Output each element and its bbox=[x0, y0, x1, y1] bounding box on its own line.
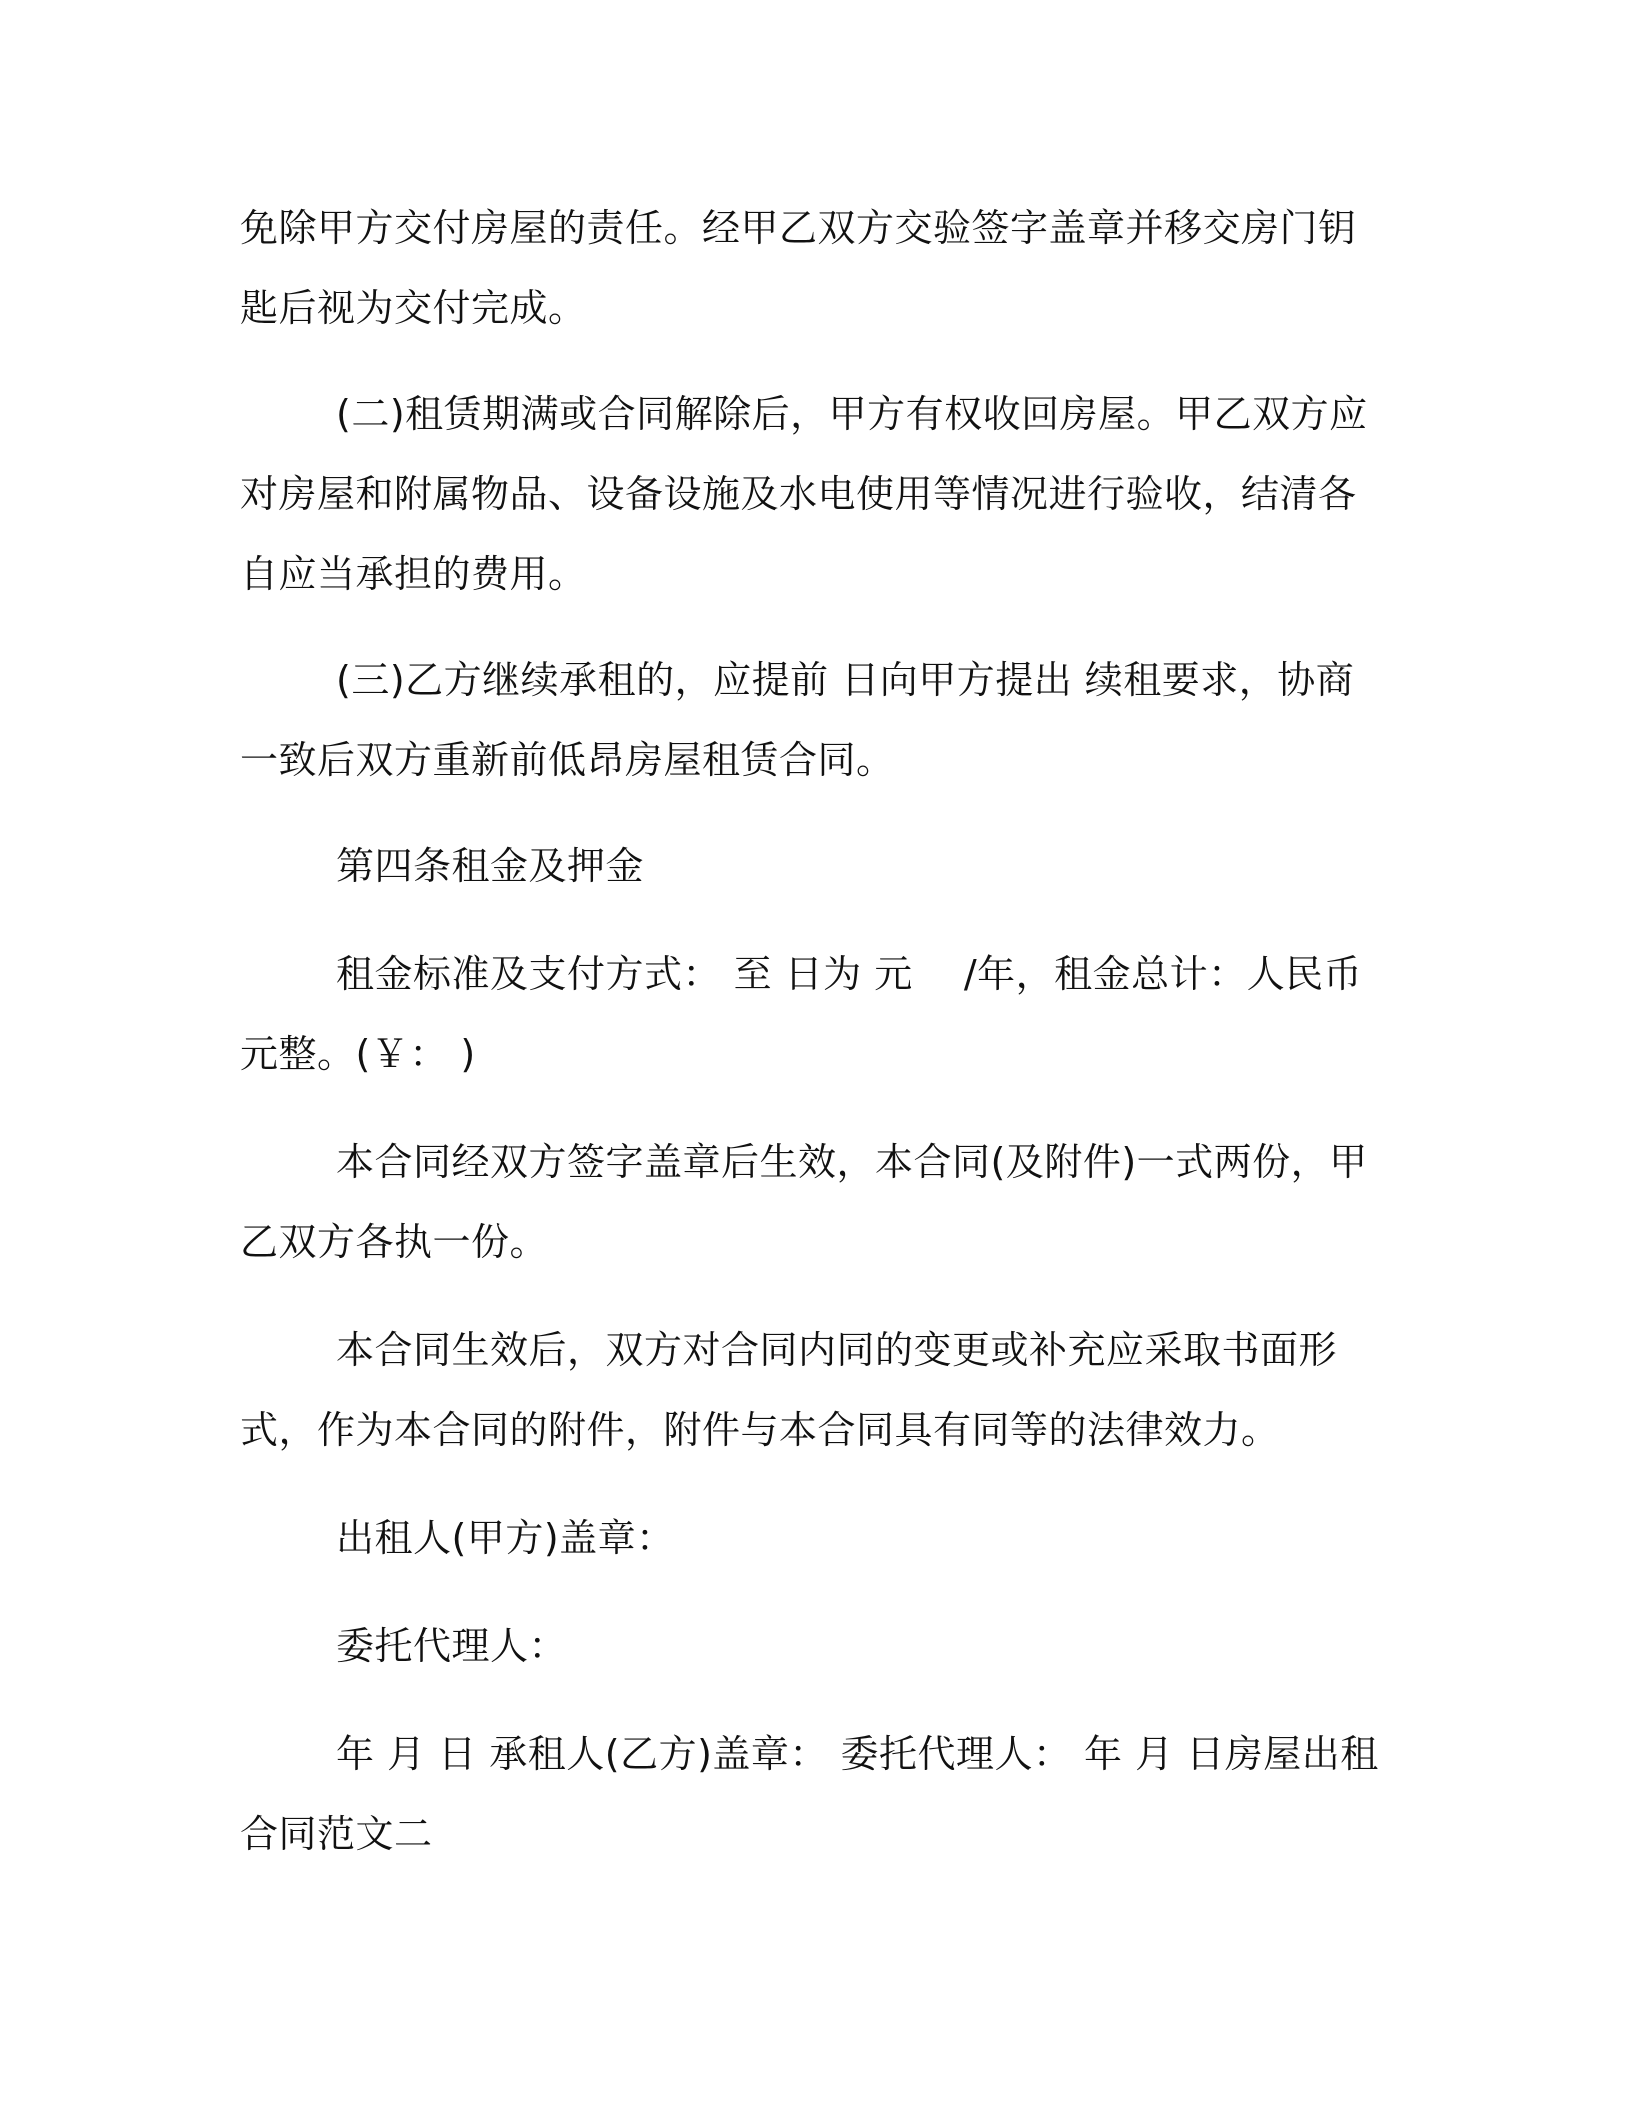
paragraph-rent-standard: 租金标准及支付方式： 至 日为 元 /年，租金总计：人民币 元整。(￥： ) bbox=[240, 952, 1363, 1076]
paragraph-contract-amendment: 本合同生效后，双方对合同内同的变更或补充应采取书面形式，作为本合同的附件，附件与本合同具有同等的法律效力。 bbox=[240, 1328, 1338, 1452]
paragraph-contract-effect: 本合同经双方签字盖章后生效，本合同(及附件)一式两份，甲乙双方各执一份。 bbox=[240, 1140, 1368, 1264]
signature-lessee-line: 年 月 日 承租人(乙方)盖章： 委托代理人： 年 月 日房屋出租合同范文二 bbox=[240, 1732, 1379, 1856]
document-body bbox=[240, 188, 1390, 1874]
section-heading-rent-deposit: 第四条租金及押金 bbox=[336, 844, 645, 888]
paragraph-clause-2: (二)租赁期满或合同解除后，甲方有权收回房屋。甲乙双方应对房屋和附属物品、设备设施及水电使用等情况进行验收，结清各自应当承担的费用。 bbox=[240, 392, 1368, 596]
signature-agent: 委托代理人： bbox=[336, 1624, 568, 1668]
paragraph-clause-3: (三)乙方继续承租的，应提前 日向甲方提出 续租要求，协商一致后双方重新前低昂房屋租赁合同。 bbox=[240, 658, 1355, 782]
paragraph-delivery-continued: 免除甲方交付房屋的责任。经甲乙双方交验签字盖章并移交房门钥匙后视为交付完成。 bbox=[240, 206, 1357, 330]
signature-lessor: 出租人(甲方)盖章： bbox=[336, 1516, 675, 1560]
